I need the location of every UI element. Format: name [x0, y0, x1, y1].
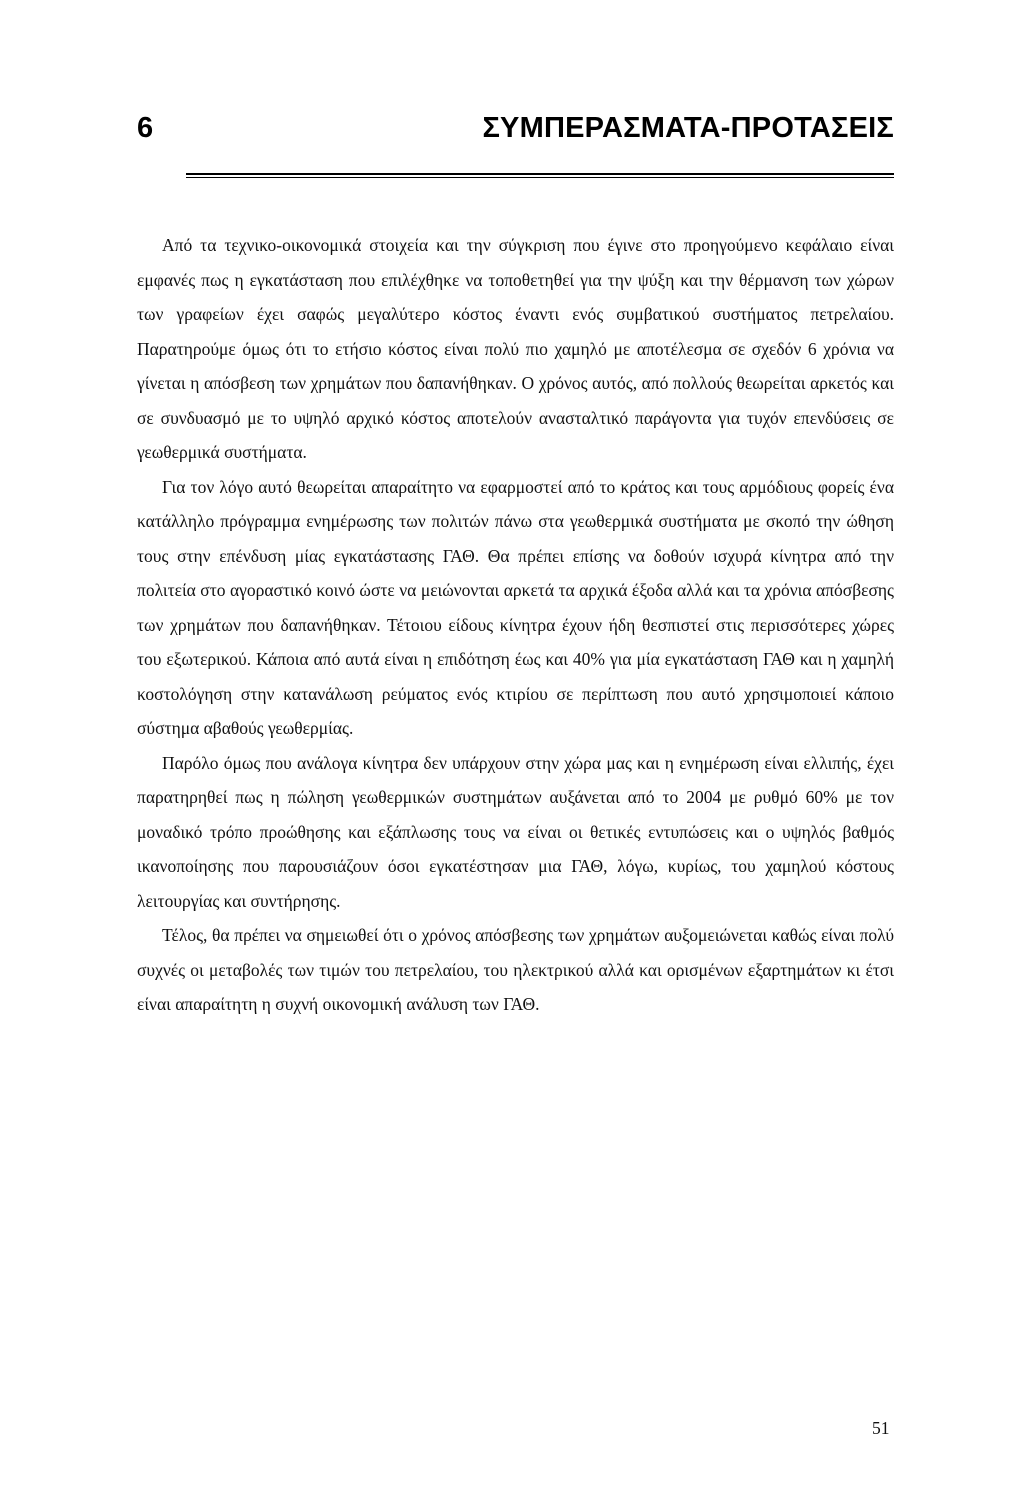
- chapter-title: ΣΥΜΠΕΡΑΣΜΑΤΑ-ΠΡΟΤΑΣΕΙΣ: [482, 112, 894, 144]
- paragraph-1: Από τα τεχνικο-οικονομικά στοιχεία και την σύγκριση που έγινε στο προηγούμενο κεφάλαιο είναι εμφανές πως η εγκατάσταση που επιλέχθηκε να τοποθετηθεί για την ψύξη και την θέρμανση των χώρων των γραφείων έχει σαφώς μεγαλύτερο κόστος έναντι ενός συμβατικού συστήματος πετρελαίου. Παρατηρούμε όμως ότι το ετήσιο κόστος είναι πολύ πιο χαμηλό με αποτέλεσμα σε σχεδόν 6 χρόνια να γίνεται η απόσβεση των χρημάτων που δαπανήθηκαν. Ο χρόνος αυτός, από πολλούς θεωρείται αρκετός και σε συνδυασμό με το υψηλό αρχικό κόστος αποτελούν ανασταλτικό παράγοντα για τυχόν επενδύσεις σε γεωθερμικά συστήματα.: [137, 235, 894, 462]
- chapter-number: 6: [137, 112, 154, 144]
- paragraph-3: Παρόλο όμως που ανάλογα κίνητρα δεν υπάρχουν στην χώρα μας και η ενημέρωση είναι ελλιπής, έχει παρατηρηθεί πως η πώληση γεωθερμικών συστημάτων αυξάνεται από το 2004 με ρυθμό 60% με τον μοναδικό τρόπο προώθησης και εξάπλωσης τους να είναι οι θετικές εντυπώσεις και ο υψηλός βαθμός ικανοποίησης που παρουσιάζουν όσοι εγκατέστησαν μια ΓΑΘ, λόγω, κυρίως, του χαμηλού κόστους λειτουργίας και συντήρησης.: [137, 752, 894, 911]
- body-text: [137, 228, 894, 1022]
- chapter-heading: [137, 112, 894, 162]
- page-number: 51: [872, 1418, 890, 1438]
- paragraph-4: Τέλος, θα πρέπει να σημειωθεί ότι ο χρόνος απόσβεσης των χρημάτων αυξομειώνεται καθώς είναι πολύ συχνές οι μεταβολές των τιμών του πετρελαίου, του ηλεκτρικού αλλά και ορισμένων εξαρτημάτων κι έτσι είναι απαραίτητη η συχνή οικονομική ανάλυση των ΓΑΘ.: [137, 925, 894, 1014]
- paragraph-2: Για τον λόγο αυτό θεωρείται απαραίτητο να εφαρμοστεί από το κράτος και τους αρμόδιους φορείς ένα κατάλληλο πρόγραμμα ενημέρωσης των πολιτών πάνω στα γεωθερμικά συστήματα με σκοπό την ώθηση τους στην επένδυση μίας εγκατάστασης ΓΑΘ. Θα πρέπει επίσης να δοθούν ισχυρά κίνητρα από την πολιτεία στο αγοραστικό κοινό ώστε να μειώνονται αρκετά τα αρχικά έξοδα αλλά και τα χρόνια απόσβεσης των χρημάτων που δαπανήθηκαν. Τέτοιου είδους κίνητρα έχουν ήδη θεσπιστεί στις περισσότερες χώρες του εξωτερικού. Κάποια από αυτά είναι η επιδότηση έως και 40% για μία εγκατάσταση ΓΑΘ και η χαμηλή κοστολόγηση στην κατανάλωση ρεύματος ενός κτιρίου σε περίπτωση που αυτό χρησιμοποιεί κάποιο σύστημα αβαθούς γεωθερμίας.: [137, 476, 894, 738]
- heading-rule-thick: [186, 173, 894, 175]
- heading-rule-thin: [186, 177, 894, 178]
